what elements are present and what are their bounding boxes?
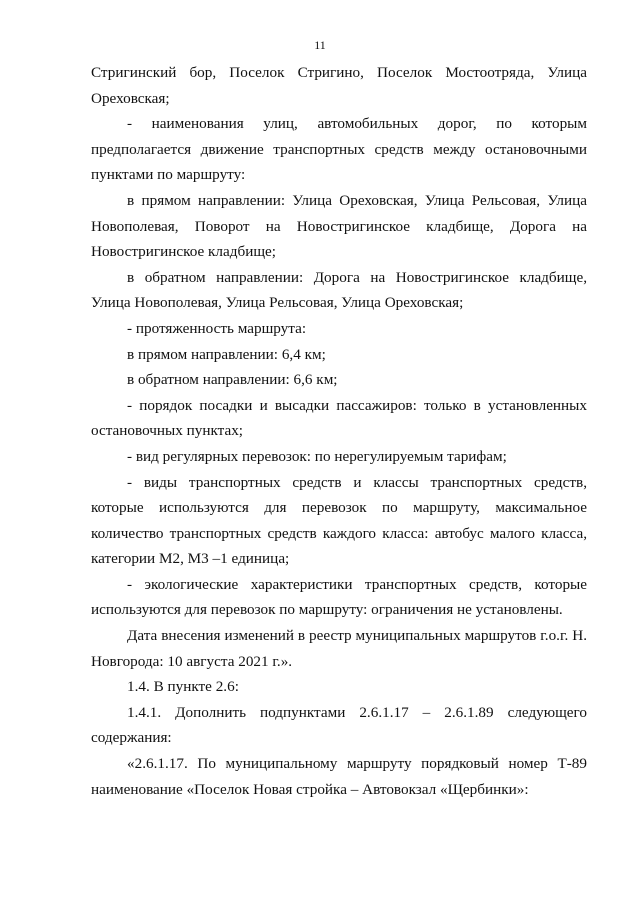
paragraph-reverse-direction-streets: в обратном направлении: Дорога на Новостригинское кладбище, Улица Новополевая, Улица Рельсовая, Улица Ореховская; (91, 268, 587, 312)
paragraph-route-stops-continuation: Стригинский бор, Поселок Стригино, Поселок Мостоотряда, Улица Ореховская; (91, 64, 587, 107)
page-number: 11 (314, 38, 326, 52)
paragraph-ecological-characteristics: - экологические характеристики транспортных средств, которые используются для перевозок по маршруту: ограничения не установлены. (91, 575, 587, 619)
paragraph-registry-date: Дата внесения изменений в реестр муниципальных маршрутов г.о.г. Н. Новгорода: 10 августа 2021 г.». (91, 627, 587, 670)
document-body (91, 60, 587, 802)
paragraph-section-1-4-1: 1.4.1. Дополнить подпунктами 2.6.1.17 – 2.6.1.89 следующего содержания: (91, 703, 587, 747)
paragraph-route-t89: «2.6.1.17. По муниципальному маршруту порядковый номер Т-89 наименование «Поселок Новая стройка – Автовокзал «Щербинки»: (91, 755, 587, 798)
paragraph-street-names: - наименования улиц, автомобильных дорог, по которым предполагается движение транспортных средств между остановочными пунктами по маршруту: (91, 115, 587, 184)
paragraph-transport-type: - вид регулярных перевозок: по нерегулируемым тарифам; (127, 447, 507, 465)
paragraph-route-length: - протяженность маршрута: (127, 319, 307, 337)
paragraph-vehicle-classes: - виды транспортных средств и классы транспортных средств, которые используются для перевозок по маршруту, максимальное количество транспортных средств каждого класса: автобус малого класса, категории М2, М3 –1 единица; (91, 473, 587, 568)
paragraph-reverse-length: в обратном направлении: 6,6 км; (127, 371, 338, 389)
paragraph-forward-length: в прямом направлении: 6,4 км; (127, 345, 326, 363)
paragraph-boarding-order: - порядок посадки и высадки пассажиров: только в установленных остановочных пунктах; (91, 396, 587, 440)
paragraph-forward-direction-streets: в прямом направлении: Улица Ореховская, Улица Рельсовая, Улица Новополевая, Поворот на Новостригинское кладбище, Дорога на Новостригинское кладбище; (91, 191, 587, 261)
paragraph-section-1-4: 1.4. В пункте 2.6: (127, 678, 239, 696)
